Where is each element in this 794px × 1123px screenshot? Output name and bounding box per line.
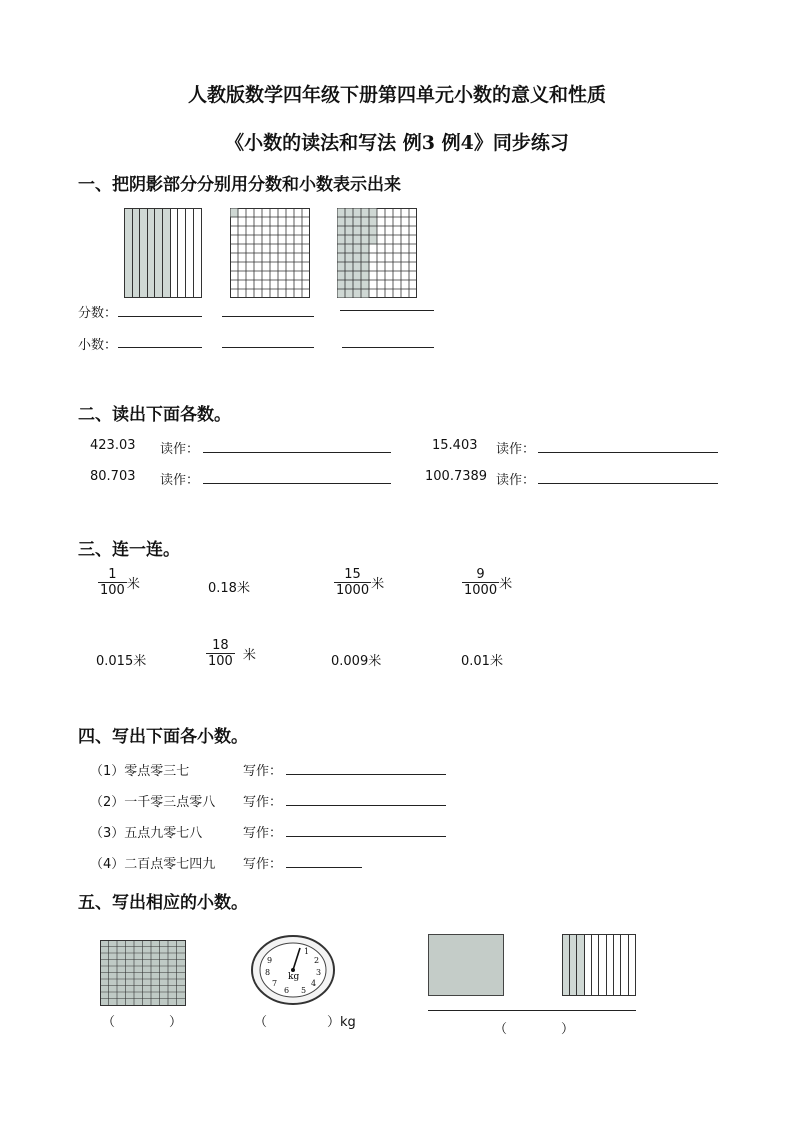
match-bottom-1[interactable]: 0.015米 [96,654,147,669]
kg-mark: kg [288,972,300,982]
dial-number-1: 1 [304,947,310,956]
dial-number-3: 3 [316,968,322,977]
read-answer-1[interactable] [203,452,391,453]
write-label: 写作： [243,857,283,872]
dial-number-4: 4 [311,979,317,988]
match-bottom-4[interactable]: 0.01米 [461,654,503,669]
number-15-403: 15.403 [432,438,478,453]
section1-heading: 一、把阴影部分分别用分数和小数表示出来 [78,175,401,195]
read-label: 读作： [160,473,200,488]
figure-baseline [428,1010,636,1011]
read-label: 读作： [496,442,536,457]
page-title: 人教版数学四年级下册第四单元小数的意义和性质 [187,84,606,106]
hundred-grid-shaded-figure [337,208,417,298]
decimal-label: 小数： [78,338,118,353]
fraction: $\frac{15}{1000}$ [336,567,370,598]
whole-square-figure [428,934,504,996]
hundred-grid-figure [230,208,310,298]
number-423-03: 423.03 [90,438,136,453]
tenths-strip-figure [562,934,636,996]
strip-grid-figure [124,208,202,298]
match-top-2[interactable]: 0.18米 [208,581,250,596]
write-answer-4[interactable] [286,867,362,868]
dial-number-9: 9 [267,956,273,965]
section2-heading: 二、读出下面各数。 [78,405,231,425]
section4-heading: 四、写出下面各小数。 [78,727,248,747]
write-label: 写作： [243,795,283,810]
answer-paren-1[interactable]: （ ） [102,1015,183,1030]
match-bottom-2[interactable]: $\frac{18}{100}$ 米 [208,638,256,669]
fraction-answer-1[interactable] [118,316,202,317]
dial-number-7: 7 [272,979,278,988]
dial-number-5: 5 [301,986,307,995]
number-100-7389: 100.7389 [425,469,488,484]
read-label: 读作： [496,473,536,488]
dial-number-6: 6 [284,986,290,995]
fraction: $\frac{9}{1000}$ [464,567,498,598]
decimal-answer-1[interactable] [118,347,202,348]
dense-grid-figure [100,940,186,1006]
write-label: 写作： [243,764,283,779]
read-answer-2[interactable] [538,452,718,453]
match-bottom-3[interactable]: 0.009米 [331,654,382,669]
number-80-703: 80.703 [90,469,136,484]
scale-dial-icon [250,934,336,1006]
write-answer-3[interactable] [286,836,446,837]
match-top-1[interactable]: $\frac{1}{100}$ 米 [100,567,140,598]
read-answer-4[interactable] [538,483,718,484]
write-answer-1[interactable] [286,774,446,775]
write-answer-2[interactable] [286,805,446,806]
decimal-answer-2[interactable] [222,347,314,348]
fraction-answer-3[interactable] [340,310,434,311]
write-item-1: （1）零点零三七 [90,764,190,779]
dial-number-8: 8 [265,968,271,977]
page-subtitle: 《小数的读法和写法 例3 例4》同步练习 [225,132,569,154]
write-item-2: （2）一千零三点零八 [90,795,216,810]
write-label: 写作： [243,826,283,841]
fraction-answer-2[interactable] [222,316,314,317]
read-label: 读作： [160,442,200,457]
match-top-3[interactable]: $\frac{15}{1000}$ 米 [336,567,385,598]
write-item-3: （3）五点九零七八 [90,826,203,841]
fraction: $\frac{1}{100}$ [100,567,125,598]
dial-number-2: 2 [314,956,320,965]
section3-heading: 三、连一连。 [78,540,180,560]
answer-paren-3[interactable]: （ ） [494,1022,575,1037]
answer-paren-2[interactable]: （ ）kg [254,1015,356,1030]
fraction: $\frac{18}{100}$ [208,638,233,669]
read-answer-3[interactable] [203,483,391,484]
fraction-label: 分数： [78,306,118,321]
decimal-answer-3[interactable] [342,347,434,348]
match-top-4[interactable]: $\frac{9}{1000}$ 米 [464,567,513,598]
write-item-4: （4）二百点零七四九 [90,857,216,872]
section5-heading: 五、写出相应的小数。 [78,893,248,913]
